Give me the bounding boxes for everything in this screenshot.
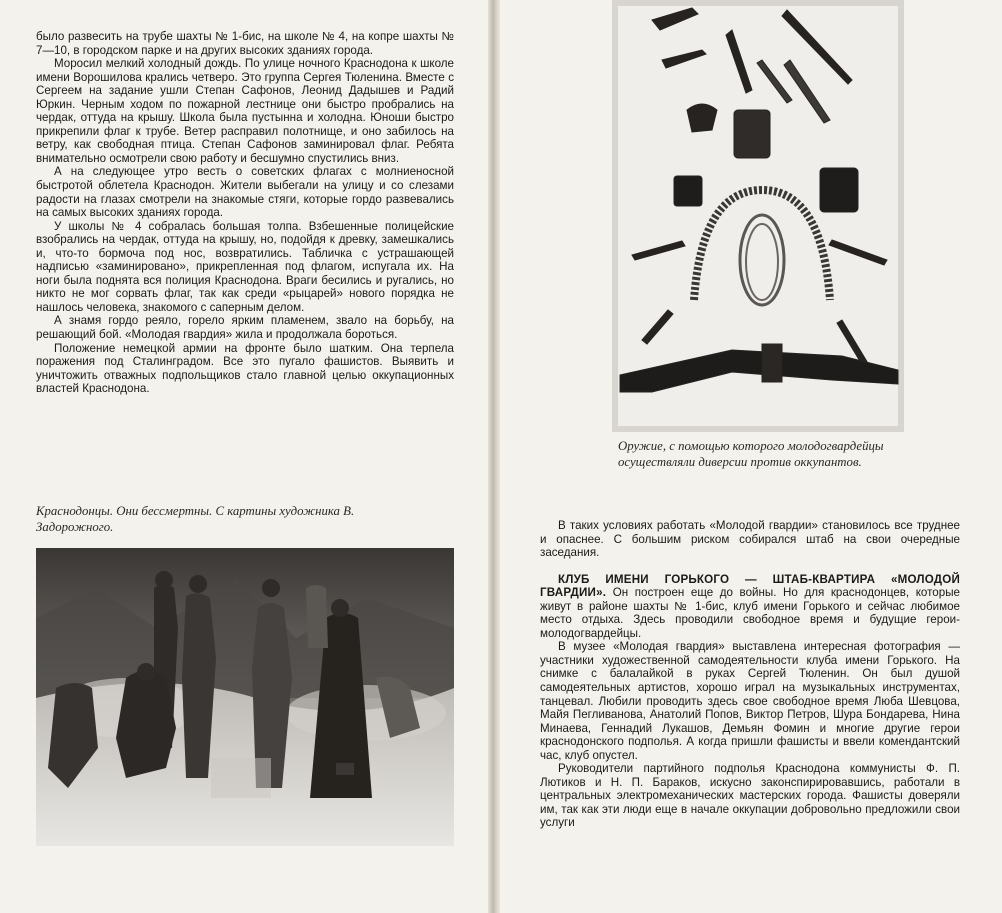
paragraph: Руководители партийного подполья Краснодона коммунисты Ф. П. Лютиков и Н. П. Бараков, искусно законспирировавшись, работали в центральных электромеханических мастерских города. Фашисты доверяли им, так как эти люди еще в начале оккупации добровольно предложили свои услуги	[540, 762, 960, 830]
paragraph: У школы № 4 собралась большая толпа. Взбешенные полицейские взобрались на чердак, оттуда на крышу, но, подойдя к древку, замешкались и, что-то бормоча под нос, возвратились. Табличка с устрашающей надписью «заминировано», прикрепленная под флагом, испугала их. На ноги была поднята вся полиция Краснодона. Враги бесились и ругались, но никто не мог сорвать флаг, так как среди «рыцарей» нового порядка не нашлось человека, знакомого с саперным делом.	[36, 219, 454, 314]
book-gutter	[488, 0, 500, 913]
paragraph: А знамя гордо реяло, горело ярким пламенем, звало на борьбу, на решающий бой. «Молодая гвардия» жила и продолжала бороться.	[36, 314, 454, 342]
right-page	[500, 0, 1002, 913]
painting-caption: Краснодонцы. Они бессмертны. С картины художника В. Задорожного.	[36, 504, 355, 534]
paragraph: Положение немецкой армии на фронте было шатким. Она терпела поражения под Сталинградом. Все это пугало фашистов. Выявить и уничтожить отважных подпольщиков стало главной целью оккупационных властей Краснодона.	[36, 341, 454, 396]
paragraph: А на следующее утро весть о советских флагах с молниеносной быстротой облетела Краснодон. Жители выбегали на улицу и со слезами радости на глазах смотрели на знакомые стяги, которые гордо развевались на самых высоких зданиях города.	[36, 165, 454, 220]
left-body-text	[36, 30, 454, 396]
right-body-text	[540, 519, 960, 830]
paragraph: В музее «Молодая гвардия» выставлена интересная фотография — участники художественной самодеятельности клуба имени Горького. На снимке с балалайкой в руках Сергей Тюленин. Он был душой самодеятельных артистов, хорошо играл на музыкальных инструментах, танцевал. Любили проводить здесь свое свободное время Люба Шевцова, Майя Пегливанова, Анатолий Попов, Виктор Петров, Шура Бондарева, Нина Минаева, Геннадий Лукашов, Демьян Фомин и многие другие герои краснодонского подполья. А когда пришли фашисты и ввели комендантский час, клуб опустел.	[540, 640, 960, 762]
left-page	[0, 0, 488, 913]
paragraph: было развесить на трубе шахты № 1-бис, на школе № 4, на копре шахты № 7—10, в городском парке и на других высоких зданиях города.	[36, 30, 454, 57]
weapons-caption: Оружие, с помощью которого молодогвардейцы осуществляли диверсии против оккупантов.	[618, 439, 884, 469]
weapons-photo	[612, 0, 904, 432]
section-heading: КЛУБ ИМЕНИ ГОРЬКОГО — ШТАБ-КВАРТИРА «МОЛОДОЙ ГВАРДИИ».	[540, 572, 960, 600]
paragraph: Моросил мелкий холодный дождь. По улице ночного Краснодона к школе имени Ворошилова крались четверо. Это группа Сергея Тюленина. Вместе с Сергеем на задание ушли Степан Сафонов, Леонид Дадышев и Радий Юркин. Черным ходом по пожарной лестнице они быстро пробрались на чердак, оттуда на крышу. Школа была пустынна и холодна. Юноши быстро прикрепили флаг к трубе. Ветер расправил полотнище, и оно забилось на ветру, как свободная птица. Степан Сафонов заминировал флаг. Ребята внимательно осмотрели свою работу и бесшумно спустились вниз.	[36, 57, 454, 165]
painting-image	[36, 548, 454, 846]
paragraph: В таких условиях работать «Молодой гвардии» становилось все труднее и опаснее. С большим риском собирался штаб на свои очередные заседания.	[540, 519, 960, 560]
section-lead: Он построен еще до войны. Но для краснодонцев, которые живут в районе шахты № 1-бис, клуб имени Горького и сейчас любимое место отдыха. Здесь проводили свободное время и будущие герои-молодогвардейцы.	[540, 586, 960, 640]
section-paragraph	[540, 573, 960, 641]
